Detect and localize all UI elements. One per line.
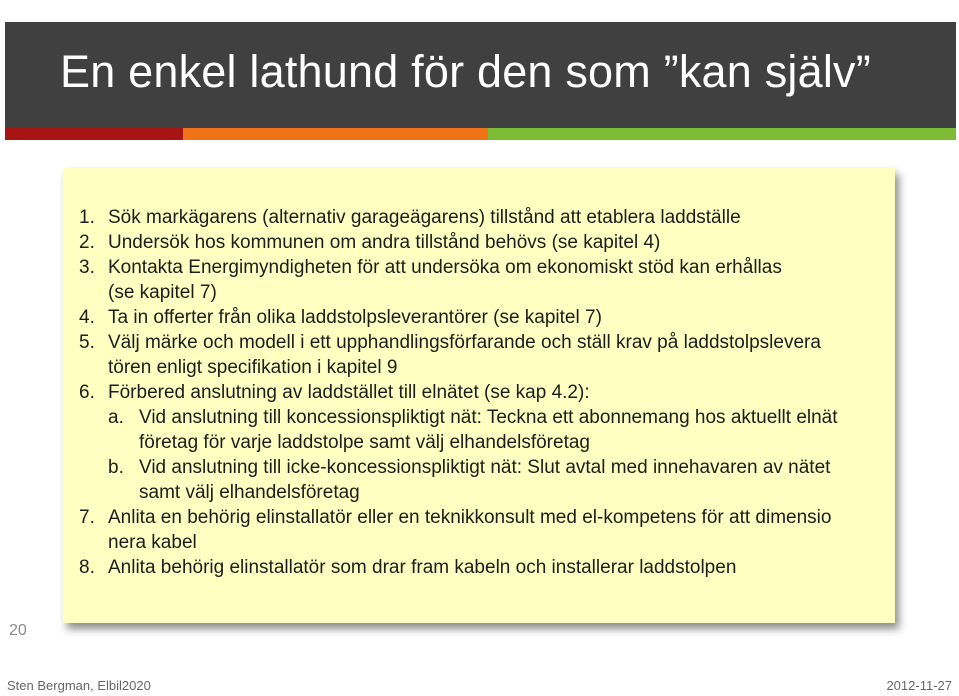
accent-stripe-orange (183, 128, 488, 140)
footer-date: 2012-11-27 (886, 678, 952, 693)
list-item (79, 330, 838, 380)
item-number: 7. (79, 507, 95, 528)
item-text: Anlita en behörig elinstallatör eller en teknikkonsult med el-kompetens för att dimensio (108, 507, 832, 528)
item-text: Vid anslutning till icke-koncessionspliktigt nät: Slut avtal med innehavaren av nätet (139, 457, 831, 478)
list-subitem (79, 405, 838, 455)
item-number: 4. (79, 307, 95, 328)
item-text: samt välj elhandelsföretag (139, 482, 360, 503)
item-text: Förbered anslutning av laddstället till elnätet (se kap 4.2): (108, 382, 590, 403)
list-item (79, 205, 838, 230)
item-text: företag för varje laddstolpe samt välj elhandelsföretag (139, 432, 590, 453)
item-number: 1. (79, 207, 95, 228)
list-subitem (79, 455, 838, 505)
item-text: Sök markägarens (alternativ garageägarens) tillstånd att etablera laddställe (108, 207, 741, 228)
list-item (79, 255, 838, 305)
item-text: Kontakta Energimyndigheten för att undersöka om ekonomiskt stöd kan erhållas (108, 257, 782, 278)
item-text: Anlita behörig elinstallatör som drar fram kabeln och installerar laddstolpen (108, 557, 737, 578)
accent-stripe-green (488, 128, 956, 140)
checklist (79, 205, 838, 580)
item-text: Vid anslutning till koncessionspliktigt nät: Teckna ett abonnemang hos aktuellt elnät (139, 407, 838, 428)
item-text: nera kabel (108, 532, 197, 553)
accent-stripe-red (5, 128, 183, 140)
item-number: 6. (79, 382, 95, 403)
item-number: 3. (79, 257, 95, 278)
item-text: Ta in offerter från olika laddstolpsleverantörer (se kapitel 7) (108, 307, 602, 328)
list-item (79, 305, 838, 330)
item-number: b. (108, 457, 124, 478)
item-number: 5. (79, 332, 95, 353)
item-text: (se kapitel 7) (108, 282, 217, 303)
list-item (79, 380, 838, 405)
item-number: 2. (79, 232, 95, 253)
item-number: 8. (79, 557, 95, 578)
footer-author: Sten Bergman, Elbil2020 (7, 678, 151, 693)
slide-number: 20 (9, 622, 27, 639)
item-number: a. (108, 407, 124, 428)
list-item (79, 230, 838, 255)
list-item (79, 505, 838, 555)
list-item (79, 555, 838, 580)
item-text: tören enligt specifikation i kapitel 9 (108, 357, 398, 378)
slide-title: En enkel lathund för den som ”kan själv” (60, 46, 871, 97)
item-text: Välj märke och modell i ett upphandlingsförfarande och ställ krav på laddstolpslevera (108, 332, 821, 353)
embedded-document-image (63, 168, 895, 623)
item-text: Undersök hos kommunen om andra tillstånd behövs (se kapitel 4) (108, 232, 661, 253)
